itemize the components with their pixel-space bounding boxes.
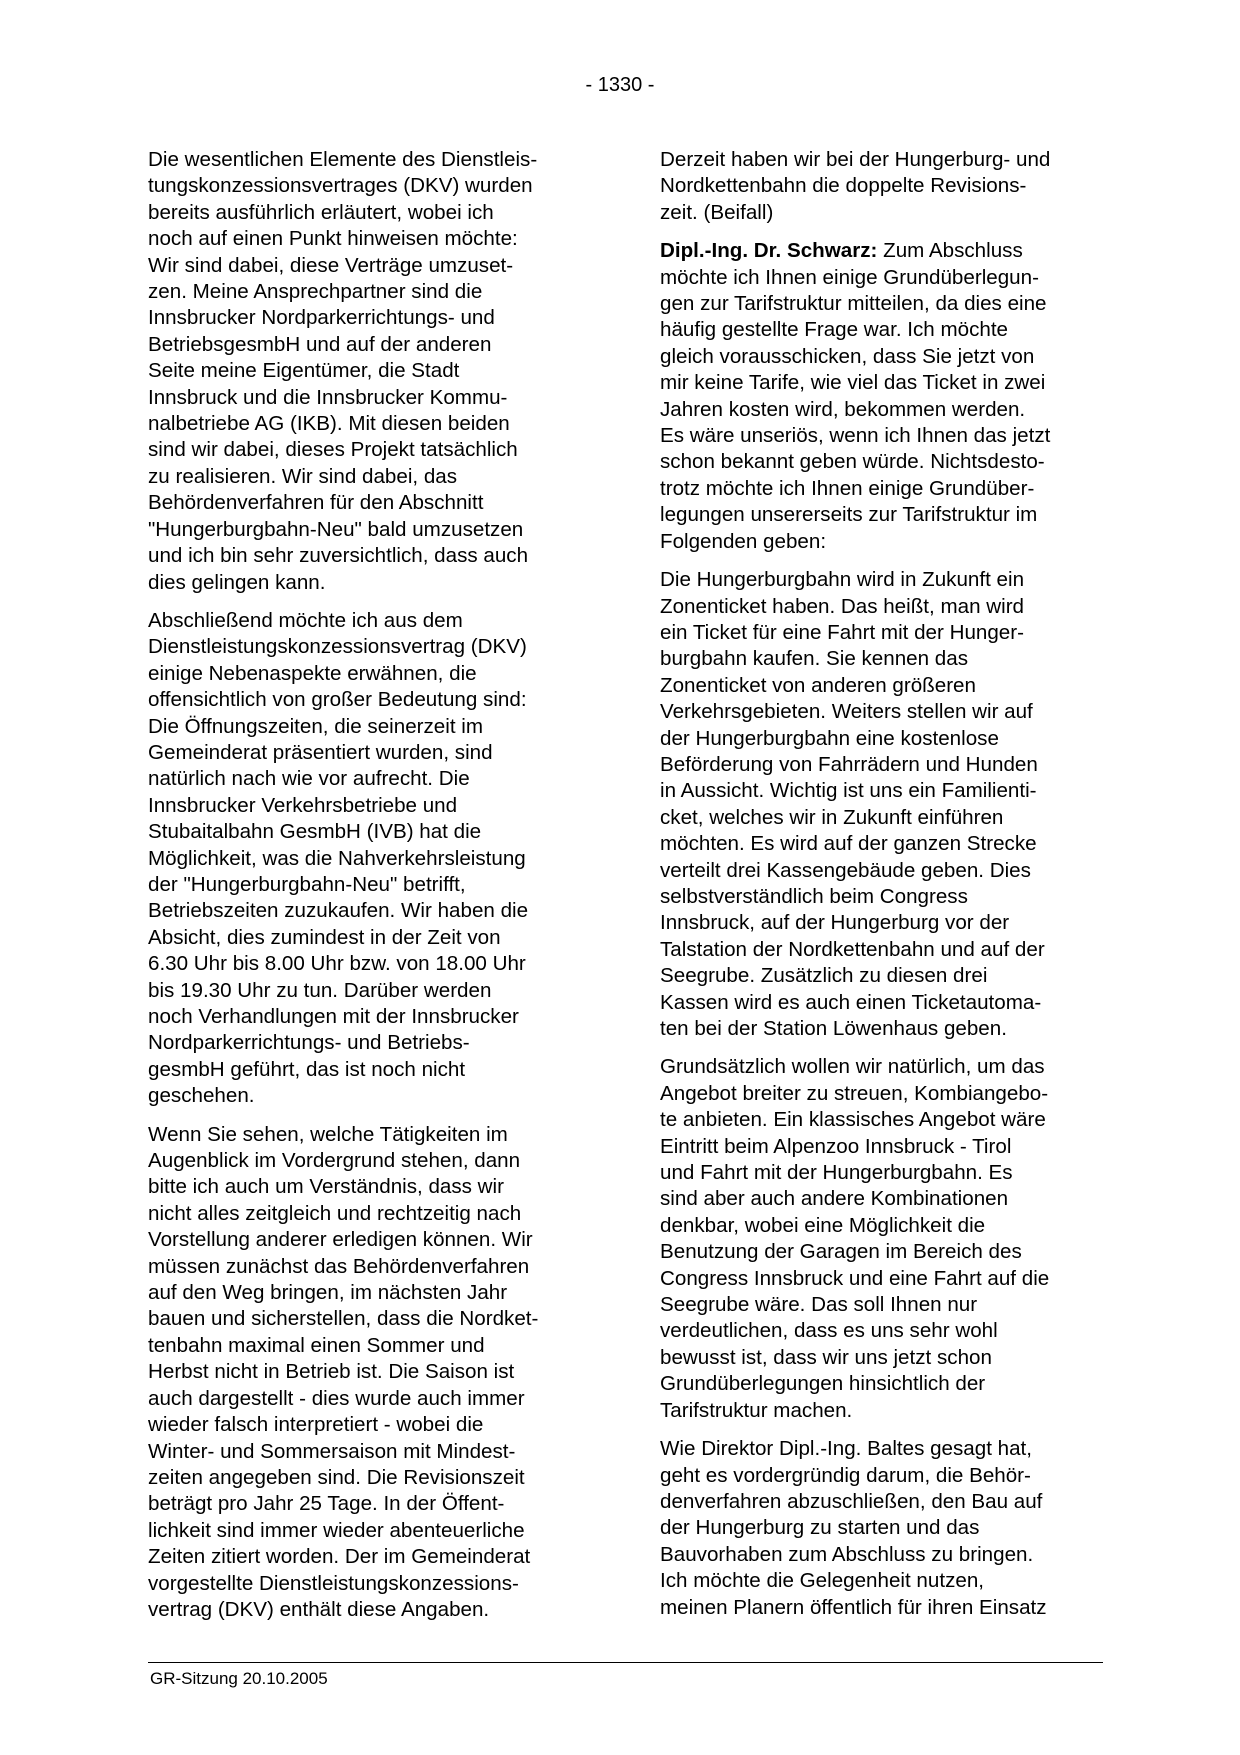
line-text: Beförderung von Fahrrädern und Hunden [660,752,1038,776]
line-text: bis 19.30 Uhr zu tun. Darüber werden [148,978,492,1002]
line-text: sind aber auch andere Kombinationen [660,1187,1009,1211]
line-text: Es wäre unseriös, wenn ich Ihnen das jetzt [660,424,1051,448]
text-line [660,1134,1110,1160]
text-line [660,529,1110,555]
line-text: und ich bin sehr zuversichtlich, dass auch [148,544,529,568]
text-line [660,423,1110,449]
paragraph [660,147,1110,226]
line-text: natürlich nach wie vor aufrecht. Die [148,767,470,791]
line-text: gen zur Tarifstruktur mitteilen, da dies eine [660,292,1047,316]
line-text: Die Hungerburgbahn wird in Zukunft ein [660,568,1025,592]
text-line [660,1515,1110,1541]
line-text: schon bekannt geben würde. Nichtsdesto- [660,450,1045,474]
line-text: Benutzung der Garagen im Bereich des [660,1240,1022,1264]
line-text: bewusst ist, dass wir uns jetzt schon [660,1345,992,1369]
line-text: sind wir dabei, dieses Projekt tatsächlich [148,438,518,462]
text-line [148,872,598,898]
line-text: nicht alles zeitgleich und rechtzeitig nach [148,1201,522,1225]
line-text: cket, welches wir in Zukunft einführen [660,805,1004,829]
text-line [148,661,598,687]
text-line [148,1148,598,1174]
text-line [148,1083,598,1109]
line-text: Nordkettenbahn die doppelte Revisions- [660,174,1027,198]
line-text: Folgenden geben: [660,529,827,553]
line-text: der Hungerburg zu starten und das [660,1516,980,1540]
text-line [148,226,598,252]
text-line [148,147,598,173]
line-text: Ich möchte die Gelegenheit nutzen, [660,1569,984,1593]
text-line [148,1227,598,1253]
text-line [148,1465,598,1491]
text-line [148,1359,598,1385]
line-text: möchte ich Ihnen einige Grundüberlegun- [660,265,1039,289]
line-text: häufig gestellte Frage war. Ich möchte [660,318,1008,342]
line-text: burgbahn kaufen. Sie kennen das [660,647,969,671]
text-line [148,714,598,740]
text-line [148,200,598,226]
line-text: geht es vordergründig darum, die Behör- [660,1463,1031,1487]
text-line [148,173,598,199]
text-line [660,620,1110,646]
line-text: Derzeit haben wir bei der Hungerburg- und [660,148,1051,171]
text-line [660,1213,1110,1239]
text-line [148,1491,598,1517]
line-text: Innsbruck und die Innsbrucker Kommu- [148,385,508,409]
text-line [148,687,598,713]
text-line [660,1489,1110,1515]
text-line [148,925,598,951]
text-line [148,1057,598,1083]
text-line [660,1160,1110,1186]
line-text: der Hungerburgbahn eine kostenlose [660,726,999,750]
line-text: tenbahn maximal einen Sommer und [148,1333,485,1357]
text-line [148,358,598,384]
line-text: offensichtlich von großer Bedeutung sind: [148,688,527,712]
text-line [148,570,598,596]
line-text: in Aussicht. Wichtig ist uns ein Familienti- [660,779,1037,803]
line-text: Abschließend möchte ich aus dem [148,608,463,632]
line-text: Herbst nicht in Betrieb ist. Die Saison ist [148,1360,515,1384]
text-line [148,1122,598,1148]
text-line [148,898,598,924]
line-text: Tarifstruktur machen. [660,1398,853,1422]
text-line [148,608,598,634]
line-text: meinen Planern öffentlich für ihren Einsatz [660,1595,1047,1619]
line-text: denkbar, wobei eine Möglichkeit die [660,1213,986,1237]
line-text: Zeiten zitiert worden. Der im Gemeinderat [148,1545,531,1569]
text-line [660,476,1110,502]
line-text: Innsbruck, auf der Hungerburg vor der [660,911,1010,935]
text-line [148,1518,598,1544]
line-text: denverfahren abzuschließen, den Bau auf [660,1489,1043,1513]
paragraph [660,238,1110,555]
line-text: gleich vorausschicken, dass Sie jetzt von [660,344,1035,368]
line-text: Talstation der Nordkettenbahn und auf der [660,937,1045,961]
text-line [148,951,598,977]
line-text: Betriebszeiten zuzukaufen. Wir haben die [148,899,529,923]
text-line [148,279,598,305]
text-line [660,1107,1110,1133]
text-line [660,963,1110,989]
line-text: Behördenverfahren für den Abschnitt [148,491,484,515]
line-text: bereits ausführlich erläutert, wobei ich [148,200,494,224]
line-text: geschehen. [148,1084,255,1108]
line-text: Innsbrucker Verkehrsbetriebe und [148,793,458,817]
text-line [148,1439,598,1465]
line-text: auch dargestellt - dies wurde auch immer [148,1386,525,1410]
text-line [148,1004,598,1030]
line-text: vertrag (DKV) enthält diese Angaben. [148,1597,490,1621]
text-line [148,253,598,279]
text-line [660,1398,1110,1424]
text-line [148,543,598,569]
paragraph [148,608,598,1110]
line-text: Wenn Sie sehen, welche Tätigkeiten im [148,1122,508,1146]
line-text: müssen zunächst das Behördenverfahren [148,1254,530,1278]
text-line [660,1054,1110,1080]
text-line [148,634,598,660]
line-text: Wie Direktor Dipl.-Ing. Baltes gesagt hat, [660,1437,1032,1461]
left-column [148,147,598,1623]
text-line [148,1306,598,1332]
text-line [660,1081,1110,1107]
line-text: möchten. Es wird auf der ganzen Strecke [660,832,1037,856]
paragraph [148,147,598,596]
paragraph [660,1054,1110,1424]
text-line [148,1386,598,1412]
line-text: te anbieten. Ein klassisches Angebot wäre [660,1108,1046,1132]
line-text: 6.30 Uhr bis 8.00 Uhr bzw. von 18.00 Uhr [148,952,526,976]
text-line [148,490,598,516]
line-text: Stubaitalbahn GesmbH (IVB) hat die [148,820,482,844]
line-text: Nordparkerrichtungs- und Betriebs- [148,1031,470,1055]
line-text: "Hungerburgbahn-Neu" bald umzusetzen [148,517,524,541]
text-line [660,858,1110,884]
line-text: Seegrube. Zusätzlich zu diesen drei [660,964,988,988]
text-line [660,937,1110,963]
line-text: Augenblick im Vordergrund stehen, dann [148,1149,521,1173]
line-text: einige Nebenaspekte erwähnen, die [148,661,477,685]
text-line [660,173,1110,199]
line-text: tungskonzessionsvertrages (DKV) wurden [148,174,533,198]
paragraph-gap [660,1042,1110,1054]
text-line [660,265,1110,291]
text-line [660,291,1110,317]
line-text: bauen und sicherstellen, dass die Nordket- [148,1307,539,1331]
line-text: Vorstellung anderer erledigen können. Wir [148,1228,533,1252]
text-line [660,567,1110,593]
text-line [660,1016,1110,1042]
paragraph [148,1122,598,1624]
text-line [660,594,1110,620]
line-text: Die wesentlichen Elemente des Dienstleis- [148,148,538,171]
line-text: Bauvorhaben zum Abschluss zu bringen. [660,1542,1034,1566]
line-text: ein Ticket für eine Fahrt mit der Hunger- [660,620,1024,644]
text-line [660,805,1110,831]
text-line [660,1318,1110,1344]
text-line [660,910,1110,936]
text-line [148,517,598,543]
line-text: gesmbH geführt, das ist noch nicht [148,1057,466,1081]
line-text: auf den Weg bringen, im nächsten Jahr [148,1281,508,1305]
line-text: Winter- und Sommersaison mit Mindest- [148,1439,516,1463]
line-text: wieder falsch interpretiert - wobei die [148,1413,484,1437]
right-column [660,147,1110,1621]
line-text: Die Öffnungszeiten, die seinerzeit im [148,714,484,738]
line-text: der "Hungerburgbahn-Neu" betrifft, [148,872,466,896]
line-text: Seegrube wäre. Das soll Ihnen nur [660,1293,978,1317]
line-text: vorgestellte Dienstleistungskonzessions- [148,1571,519,1595]
line-text: Zonenticket von anderen größeren [660,673,976,697]
line-text: Angebot breiter zu streuen, Kombiangebo- [660,1081,1049,1105]
line-text: zen. Meine Ansprechpartner sind die [148,280,483,304]
line-text: Seite meine Eigentümer, die Stadt [148,359,460,383]
line-text: beträgt pro Jahr 25 Tage. In der Öffent- [148,1492,505,1516]
text-line [148,793,598,819]
line-text: zeiten angegeben sind. Die Revisionszeit [148,1465,525,1489]
text-line [660,990,1110,1016]
text-line [660,646,1110,672]
text-line [660,397,1110,423]
paragraph [660,567,1110,1042]
text-line [148,1544,598,1570]
text-line [148,411,598,437]
line-text: Zonenticket haben. Das heißt, man wird [660,594,1025,618]
text-line [660,1542,1110,1568]
text-line [148,819,598,845]
paragraph-gap [660,1424,1110,1436]
text-line [148,385,598,411]
line-text: zu realisieren. Wir sind dabei, das [148,464,458,488]
text-line [660,884,1110,910]
paragraph-gap [148,596,598,608]
text-line [148,1333,598,1359]
line-text: mir keine Tarife, wie viel das Ticket in zwei [660,371,1046,395]
line-text: BetriebsgesmbH und auf der anderen [148,332,492,356]
line-text: Gemeinderat präsentiert wurden, sind [148,740,493,764]
text-line [148,305,598,331]
line-text: lichkeit sind immer wieder abenteuerliche [148,1518,525,1542]
text-line [148,1571,598,1597]
line-text: Wir sind dabei, diese Verträge umzuset- [148,253,514,277]
text-line [148,740,598,766]
page-number: - 1330 - [585,74,655,96]
line-text: Zum Abschluss [877,239,1023,263]
text-line [148,1174,598,1200]
text-line [660,370,1110,396]
text-line [660,778,1110,804]
line-text: Kassen wird es auch einen Ticketautoma- [660,990,1042,1014]
text-line [148,437,598,463]
line-text: legungen unsererseits zur Tarifstruktur im [660,503,1038,527]
text-line [660,673,1110,699]
text-line [660,1186,1110,1212]
text-line [660,1436,1110,1462]
text-line [148,1254,598,1280]
text-line [660,1292,1110,1318]
text-line [660,1568,1110,1594]
paragraph [660,1436,1110,1621]
text-line [660,1595,1110,1621]
paragraph-gap [660,555,1110,567]
footer-divider [148,1662,1103,1663]
line-text: Grundsätzlich wollen wir natürlich, um das [660,1055,1045,1079]
footer-session-date: GR-Sitzung 20.10.2005 [150,1669,328,1688]
line-text: Möglichkeit, was die Nahverkehrsleistung [148,846,526,870]
paragraph-gap [148,1110,598,1122]
text-line [660,699,1110,725]
line-text: noch Verhandlungen mit der Innsbrucker [148,1005,519,1028]
text-line [148,1597,598,1623]
text-line [660,1239,1110,1265]
line-text: Dienstleistungskonzessionsvertrag (DKV) [148,635,527,659]
text-line [660,147,1110,173]
text-line [660,317,1110,343]
line-text: zeit. (Beifall) [660,200,774,224]
line-text: Jahren kosten wird, bekommen werden. [660,397,1026,421]
text-line [148,978,598,1004]
line-text: und Fahrt mit der Hungerburgbahn. Es [660,1161,1013,1185]
text-line [660,1463,1110,1489]
text-line [148,1280,598,1306]
speaker-name: Dipl.-Ing. Dr. Schwarz: [660,239,878,263]
text-line [148,464,598,490]
line-text: verdeutlichen, dass es uns sehr wohl [660,1319,998,1343]
text-line [660,831,1110,857]
text-line [660,502,1110,528]
line-text: nalbetriebe AG (IKB). Mit diesen beiden [148,412,510,436]
text-line [660,1371,1110,1397]
text-line [148,1412,598,1438]
text-line [660,200,1110,226]
line-text: ten bei der Station Löwenhaus geben. [660,1017,1007,1040]
line-text: Eintritt beim Alpenzoo Innsbruck - Tirol [660,1134,1012,1158]
line-text: Grundüberlegungen hinsichtlich der [660,1372,986,1396]
line-text: trotz möchte ich Ihnen einige Grundüber- [660,476,1035,500]
line-text: Absicht, dies zumindest in der Zeit von [148,925,501,949]
text-line [148,766,598,792]
line-text: dies gelingen kann. [148,570,326,594]
text-line [660,752,1110,778]
text-line [660,344,1110,370]
text-line [148,332,598,358]
paragraph-gap [660,226,1110,238]
text-line [660,1266,1110,1292]
text-line [148,846,598,872]
text-line [660,1345,1110,1371]
line-text: noch auf einen Punkt hinweisen möchte: [148,227,518,251]
line-text: verteilt drei Kassengebäude geben. Dies [660,858,1031,882]
line-text: Innsbrucker Nordparkerrichtungs- und [148,306,495,330]
text-line [660,238,1110,264]
line-text: Congress Innsbruck und eine Fahrt auf die [660,1266,1050,1290]
text-line [660,449,1110,475]
line-text: bitte ich auch um Verständnis, dass wir [148,1175,504,1199]
text-line [148,1201,598,1227]
line-text: selbstverständlich beim Congress [660,884,968,908]
line-text: Verkehrsgebieten. Weiters stellen wir auf [660,700,1033,724]
text-line [660,726,1110,752]
text-line [148,1030,598,1056]
